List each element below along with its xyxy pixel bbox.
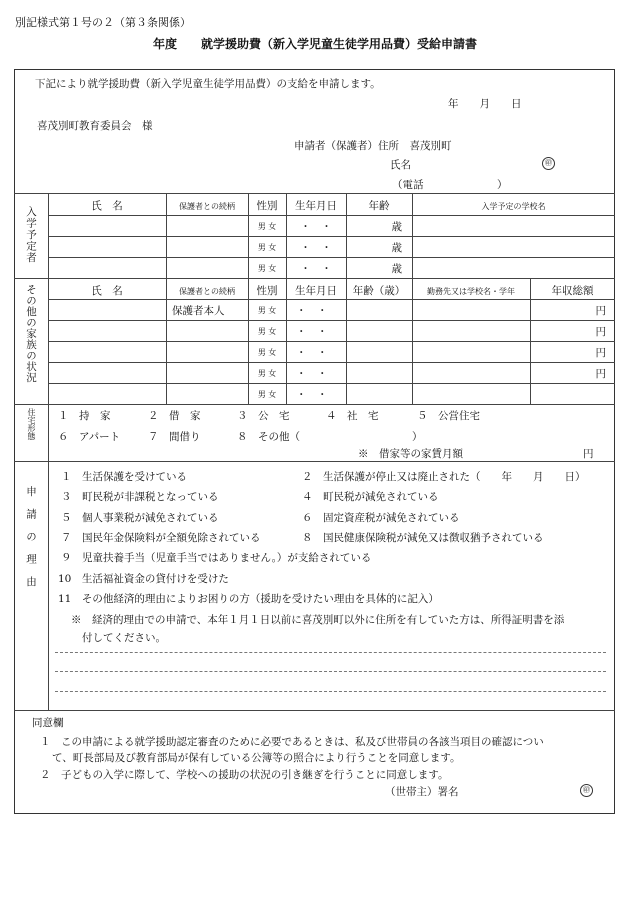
divider [14, 193, 615, 194]
divider [166, 193, 167, 404]
reason-item[interactable]: 10 生活福祉資金の貸付けを受けた [58, 573, 229, 585]
divider [14, 461, 615, 462]
family-header-relation: 保護者との続柄 [179, 287, 235, 296]
housing-option-other[interactable]: ８ その他（ [237, 431, 300, 443]
family-dob[interactable]: ・ ・ [296, 305, 328, 317]
housing-option-public-housing[interactable]: ５ 公営住宅 [417, 410, 480, 422]
housing-section-label: 住宅形態 [27, 408, 36, 440]
family-section-label: その他の家族の状況 [25, 284, 37, 383]
reason-item[interactable]: ６ 固定資産税が減免されている [302, 512, 460, 524]
reason-item[interactable]: ７ 国民年金保険料が全額免除されている [61, 532, 261, 544]
housing-option-company[interactable]: ４ 社 宅 [326, 410, 379, 422]
reason-item[interactable]: 11 その他経済的理由によりお困りの方（援助を受けたい理由を具体的に記入） [58, 593, 439, 605]
form-title: 年度 就学援助費（新入学児童生徒学用品費）受給申請書 [152, 37, 477, 51]
divider [48, 257, 615, 258]
family-header-workplace: 勤務先又は学校名・学年 [427, 287, 515, 296]
reason-write-line[interactable] [55, 652, 606, 653]
enrollee-dob[interactable]: ・ ・ [300, 221, 332, 233]
reason-write-line[interactable] [55, 691, 606, 692]
enrollee-header-age: 年齢 [368, 200, 390, 212]
family-dob[interactable]: ・ ・ [296, 368, 328, 380]
divider [14, 278, 615, 279]
applicant-seal [542, 156, 555, 170]
family-dob[interactable]: ・ ・ [296, 347, 328, 359]
family-income[interactable]: 円 [595, 347, 606, 359]
reason-item[interactable]: ３ 町民税が非課税となっている [61, 491, 219, 503]
family-sex[interactable]: 男 女 [257, 327, 277, 336]
addressee: 喜茂別町教育委員会 様 [37, 120, 153, 132]
consent-heading: 同意欄 [32, 717, 64, 729]
consent-item-1-cont: て、町長部局及び教育部局が保有している公簿等の照合により行うことを同意します。 [52, 752, 461, 764]
enrollee-header-name: 氏 名 [91, 200, 123, 212]
family-sex[interactable]: 男 女 [257, 369, 277, 378]
enrollee-sex[interactable]: 男 女 [257, 243, 277, 252]
enrollee-header-relation: 保護者との続柄 [179, 202, 235, 211]
family-relation[interactable]: 保護者本人 [172, 305, 225, 317]
divider [412, 193, 413, 404]
consent-item-2: ２ 子どもの入学に際して、学校への援助の状況の引き継ぎを行うことに同意します。 [40, 769, 449, 781]
enrollee-header-sex: 性別 [256, 200, 278, 212]
enrollee-header-school: 入学予定の学校名 [481, 202, 546, 211]
family-sex[interactable]: 男 女 [257, 348, 277, 357]
reasons-note-cont: 付してください。 [82, 632, 166, 644]
reason-item[interactable]: ８ 国民健康保険税が減免又は徴収猶予されている [302, 532, 544, 544]
reasons-note: ※ 経済的理由での申請で、本年１月１日以前に喜茂別町以外に住所を有していた方は、所得証明書を添 [71, 614, 565, 626]
enrollee-age[interactable]: 歳 [391, 263, 402, 275]
rent-note: ※ 借家等の家賃月額 [358, 448, 463, 460]
family-sex[interactable]: 男 女 [257, 306, 277, 315]
reason-item[interactable]: １ 生活保護を受けている [61, 471, 187, 483]
housing-other-close: ） [412, 431, 423, 443]
family-sex[interactable]: 男 女 [257, 390, 277, 399]
enrollee-section-label: 入学予定者 [25, 206, 37, 264]
family-income[interactable]: 円 [595, 305, 606, 317]
head-of-household-signature[interactable]: （世帯主）署名 [385, 786, 459, 798]
reason-item[interactable]: ４ 町民税が減免されている [302, 491, 439, 503]
family-header-sex: 性別 [256, 285, 278, 297]
enrollee-header-dob: 生年月日 [295, 200, 337, 212]
family-header-income: 年収総額 [551, 285, 594, 297]
housing-option-owned[interactable]: １ 持 家 [58, 410, 111, 422]
applicant-address[interactable]: 申請者（保護者）住所 喜茂別町 [294, 140, 452, 152]
family-dob[interactable]: ・ ・ [296, 326, 328, 338]
family-header-dob: 生年月日 [295, 285, 337, 297]
family-header-age: 年齢（歳） [352, 285, 406, 297]
divider [14, 404, 615, 405]
enrollee-age[interactable]: 歳 [391, 242, 402, 254]
family-header-name: 氏 名 [91, 285, 123, 297]
divider [48, 215, 615, 216]
enrollee-sex[interactable]: 男 女 [257, 222, 277, 231]
applicant-phone[interactable]: （電話 ） [392, 179, 508, 191]
intro-statement: 下記により就学援助費（新入学児童生徒学用品費）の支給を申請します。 [35, 78, 381, 90]
enrollee-sex[interactable]: 男 女 [257, 264, 277, 273]
reason-write-line[interactable] [55, 671, 606, 672]
enrollee-age[interactable]: 歳 [391, 221, 402, 233]
seal-mark: ㊞ [542, 157, 555, 170]
reason-item[interactable]: ５ 個人事業税が減免されている [61, 512, 219, 524]
enrollee-dob[interactable]: ・ ・ [300, 242, 332, 254]
divider [48, 193, 49, 710]
form-number: 別記様式第１号の２（第３条関係） [15, 16, 191, 29]
rent-unit[interactable]: 円 [583, 448, 594, 460]
enrollee-dob[interactable]: ・ ・ [300, 263, 332, 275]
family-dob[interactable]: ・ ・ [296, 389, 328, 401]
signature-seal [580, 783, 593, 797]
application-date[interactable]: 年 月 日 [448, 98, 522, 110]
reason-item[interactable]: ９ 児童扶養手当（児童手当ではありません。）が支給されている [61, 552, 372, 564]
housing-option-room-rental[interactable]: ７ 間借り [148, 431, 201, 443]
reason-item[interactable]: ２ 生活保護が停止又は廃止された（ 年 月 日） [302, 471, 586, 483]
seal-mark: ㊞ [580, 784, 593, 797]
divider [48, 236, 615, 237]
housing-option-rented[interactable]: ２ 借 家 [148, 410, 201, 422]
applicant-name-label: 氏名 [390, 159, 411, 171]
housing-option-public-official[interactable]: ３ 公 宅 [237, 410, 290, 422]
family-income[interactable]: 円 [595, 368, 606, 380]
consent-item-1: １ この申請による就学援助認定審査のために必要であるときは、私及び世帯員の各該当項目の確認につい [40, 736, 544, 748]
divider [14, 710, 615, 711]
family-income[interactable]: 円 [595, 326, 606, 338]
housing-option-apartment[interactable]: ６ アパート [58, 431, 121, 443]
reasons-section-label: 申請の理由 [25, 486, 37, 599]
